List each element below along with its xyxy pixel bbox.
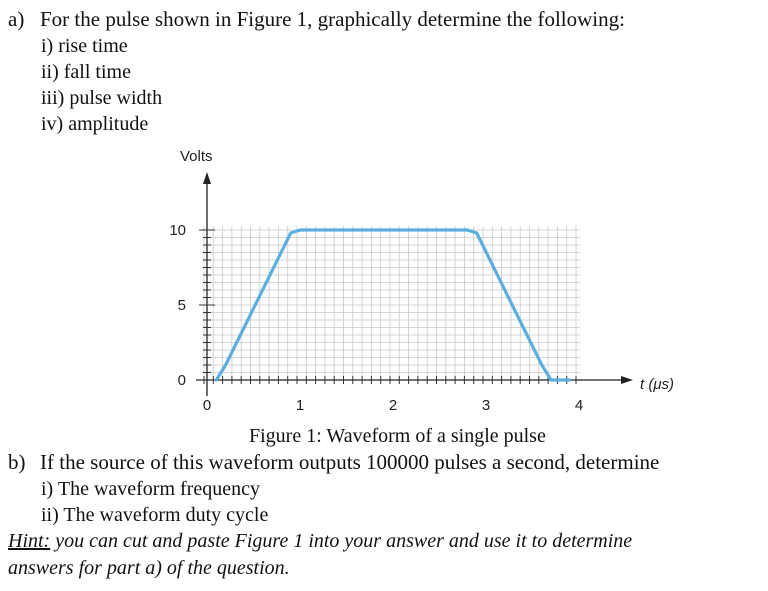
x-axis-label: t (μs) [640,376,675,393]
x-tick-label: 2 [388,397,398,414]
y-tick-label: 10 [169,222,186,239]
y-axis-arrow [203,172,211,184]
part-b-item-duty-cycle: ii) The waveform duty cycle [41,504,269,526]
x-tick-label: 3 [481,397,491,414]
x-axis-arrow [621,376,633,384]
part-a-item-rise-time: i) rise time [41,35,128,57]
y-tick-label: 0 [177,372,186,389]
figure-caption: Figure 1: Waveform of a single pulse [249,425,546,447]
hint-line-1 [8,528,632,554]
part-a-item-pulse-width: iii) pulse width [41,87,163,109]
part-a-item-fall-time: ii) fall time [41,61,131,83]
part-a-question: For the pulse shown in Figure 1, graphically determine the following: [40,7,625,31]
part-a-label: a) [8,7,25,31]
x-tick-label: 4 [574,397,584,414]
part-a-item-amplitude: iv) amplitude [41,113,149,135]
y-axis-label: Volts [180,148,213,165]
hint-label: Hint: [8,530,51,552]
chart-grid [204,226,580,380]
part-b-question: If the source of this waveform outputs 100000 pulses a second, determine [40,450,660,474]
hint-text: you can cut and paste Figure 1 into your answer and use it to determine [50,530,633,552]
x-tick-label: 1 [295,397,305,414]
y-tick-label: 5 [177,297,186,314]
chart-axes [196,172,633,396]
hint-line-2: answers for part a) of the question. [8,557,290,579]
chart-ticks [169,222,583,414]
part-b-label: b) [8,450,26,474]
part-b-item-frequency: i) The waveform frequency [41,478,260,500]
x-tick-label: 0 [202,397,212,414]
